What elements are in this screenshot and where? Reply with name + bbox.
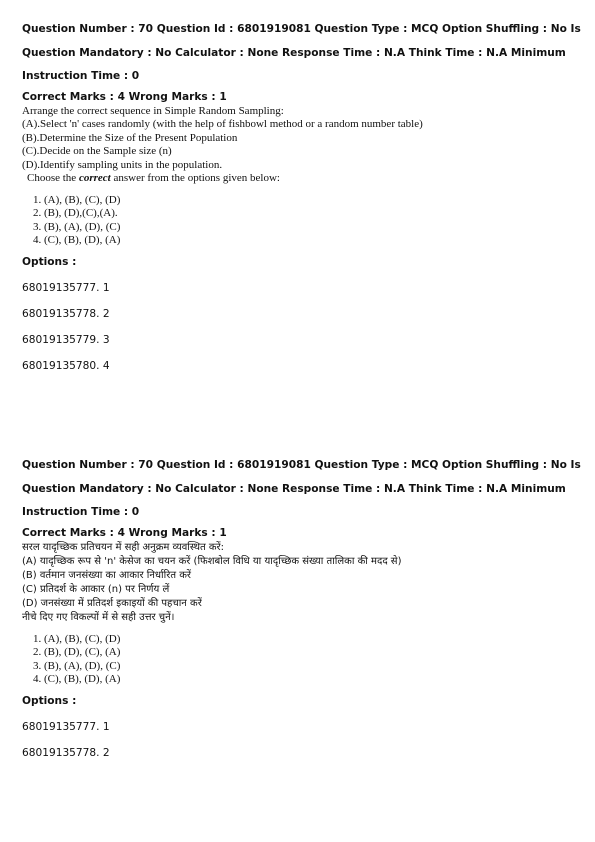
answer-item: 2. (B), (D),(C),(A). [33, 207, 118, 219]
instruction-emphasis: correct [78, 172, 111, 184]
option-item: 68019135779. 3 [22, 333, 110, 346]
instruction-line [22, 172, 578, 186]
question-text [22, 541, 578, 625]
option-item: 68019135777. 1 [22, 281, 110, 294]
options-label: Options : [22, 255, 77, 268]
question-line: (C).Decide on the Sample size (n) [22, 145, 172, 157]
question-line: Arrange the correct sequence in Simple Random Sampling: [22, 104, 284, 117]
marks-line: Correct Marks : 4 Wrong Marks : 1 [22, 526, 227, 539]
answer-item: 2. (B), (D), (C), (A) [33, 646, 121, 658]
option-item: 68019135777. 1 [22, 720, 110, 733]
question-header [22, 18, 581, 89]
question-line: (A).Select 'n' cases randomly (with the help of fishbowl method or a random number table) [22, 118, 423, 130]
marks-line: Correct Marks : 4 Wrong Marks : 1 [22, 90, 227, 103]
question-line: (B).Determine the Size of the Present Population [22, 131, 238, 144]
question-header [22, 454, 581, 525]
header-line: Instruction Time : 0 [22, 506, 140, 518]
question-line: (D).Identify sampling units in the population. [22, 158, 223, 171]
answer-item: 1. (A), (B), (C), (D) [33, 193, 121, 206]
question-block-english [22, 18, 581, 372]
question-line: (C) प्रतिदर्श के आकार (n) पर निर्णय लें [22, 583, 170, 595]
question-line: (B) वर्तमान जनसंख्या का आकार निर्धारित करें [22, 569, 191, 581]
question-line: नीचे दिए गए विकल्पों में से सही उत्तर चुनें। [22, 611, 175, 623]
option-item: 68019135778. 2 [22, 307, 110, 320]
answer-item: 3. (B), (A), (D), (C) [33, 220, 121, 233]
instruction-pre: Choose the [27, 172, 79, 184]
answer-list [22, 633, 578, 687]
answer-item: 1. (A), (B), (C), (D) [33, 632, 121, 645]
question-text [22, 105, 578, 186]
question-line: (D) जनसंख्या में प्रतिदर्श इकाइयों की पहचान करें [22, 597, 202, 609]
header-line: Question Number : 70 Question Id : 6801919081 Question Type : MCQ Option Shuffling : No Is [22, 459, 581, 471]
header-line: Question Mandatory : No Calculator : None Response Time : N.A Think Time : N.A Minimum [22, 46, 566, 59]
question-block-hindi [22, 454, 581, 759]
answer-list [22, 194, 578, 248]
answer-item: 4. (C), (B), (D), (A) [33, 673, 121, 685]
options-label: Options : [22, 694, 77, 707]
question-line: सरल यादृच्छिक प्रतिचयन में सही अनुक्रम व्यवस्थित करें: [22, 541, 224, 553]
option-item: 68019135778. 2 [22, 746, 110, 759]
header-line: Question Number : 70 Question Id : 6801919081 Question Type : MCQ Option Shuffling : No Is [22, 23, 581, 35]
instruction-post: answer from the options given below: [110, 172, 280, 184]
answer-item: 3. (B), (A), (D), (C) [33, 659, 121, 672]
option-item: 68019135780. 4 [22, 359, 110, 372]
answer-item: 4. (C), (B), (D), (A) [33, 234, 121, 246]
question-line: (A) यादृच्छिक रूप से 'n' केसेज का चयन करें (फिशबोल विधि या यादृच्छिक संख्या तालिका की मदद से) [22, 555, 402, 567]
header-line: Instruction Time : 0 [22, 70, 140, 82]
header-line: Question Mandatory : No Calculator : None Response Time : N.A Think Time : N.A Minimum [22, 482, 566, 495]
